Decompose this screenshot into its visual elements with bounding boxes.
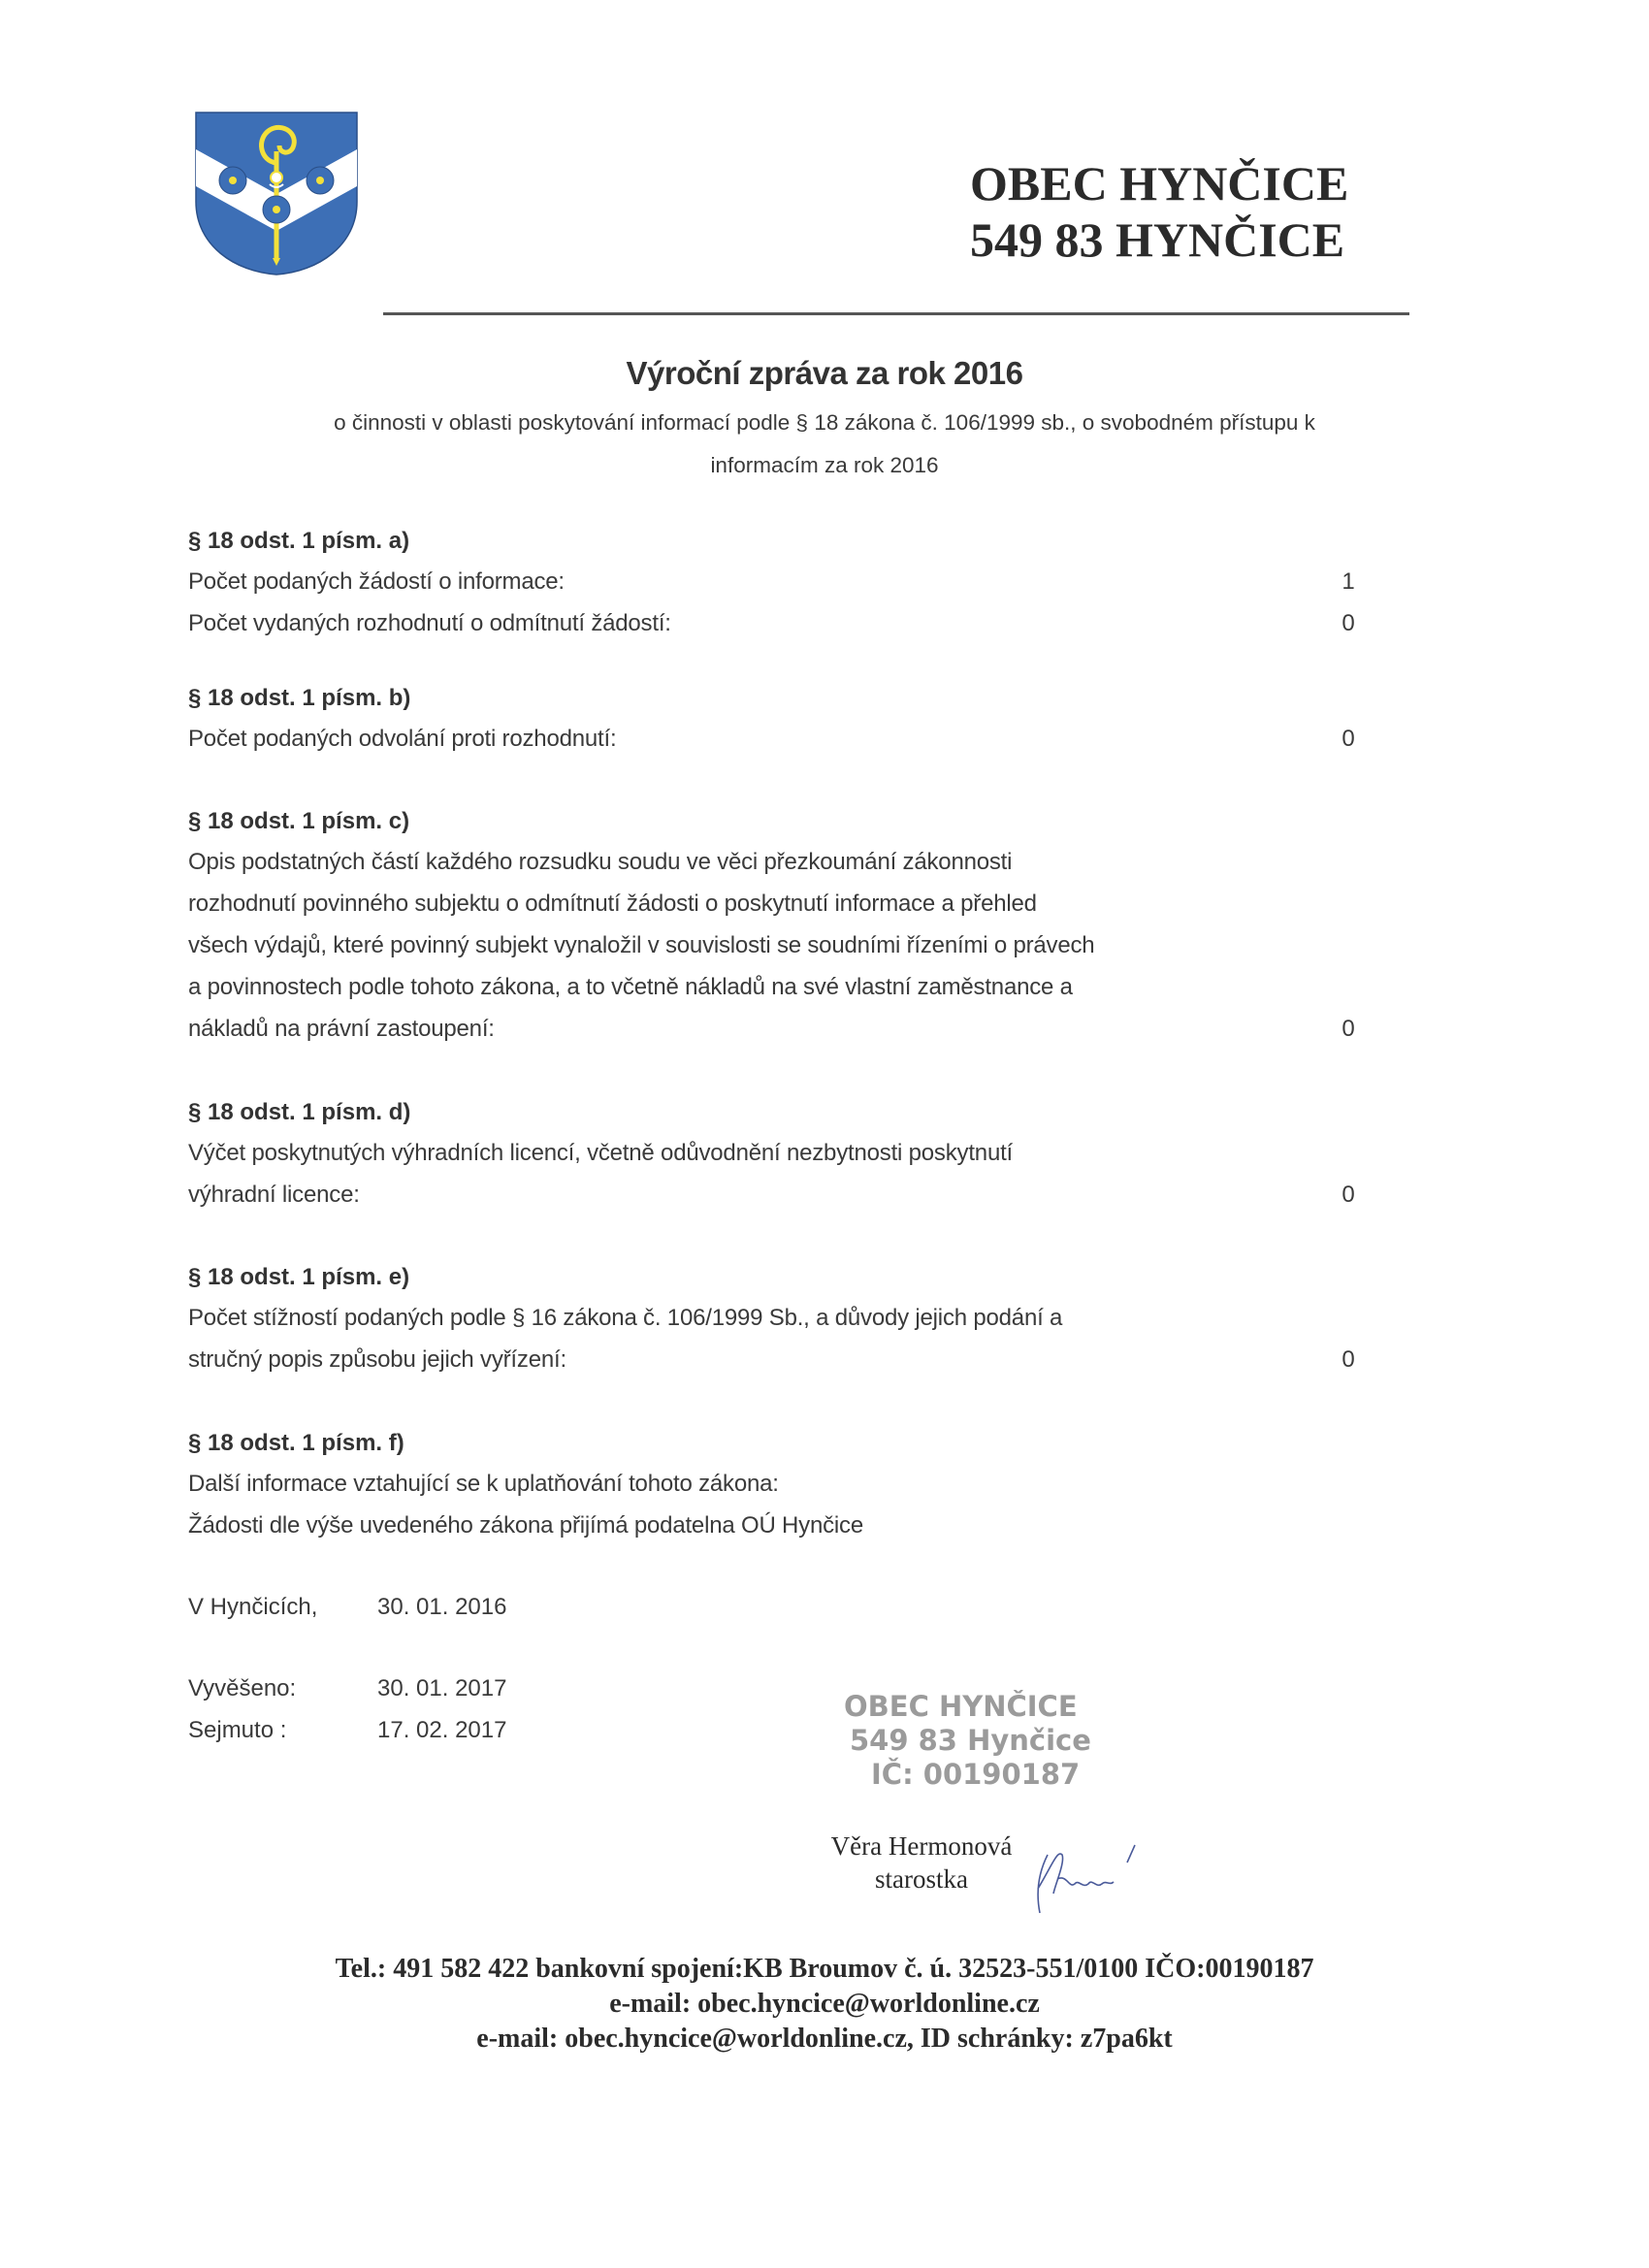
signer-block — [795, 1830, 1048, 1895]
section-c-line: všech výdajů, které povinný subjekt vynaložil v souvislosti se soudními řízeními o právech — [188, 932, 1095, 958]
flower-center-icon — [263, 196, 290, 223]
flower-left-icon — [219, 167, 246, 194]
section-heading-d: § 18 odst. 1 písm. d) — [188, 1099, 411, 1125]
report-title: Výroční zpráva za rok 2016 — [626, 355, 1023, 391]
section-b-line: Počet podaných odvolání proti rozhodnutí: — [188, 726, 617, 752]
footer-line: Tel.: 491 582 422 bankovní spojení:KB Broumov č. ú. 32523-551/0100 IČO:00190187 — [335, 1954, 1314, 1984]
posted-label: Vyvěšeno: — [188, 1675, 297, 1701]
section-c-line: nákladů na právní zastoupení: — [188, 1016, 495, 1042]
footer-email: e-mail: obec.hyncice@worldonline.cz — [609, 1989, 1040, 2019]
section-c-line: a povinnostech podle tohoto zákona, a to včetně nákladů na své vlastní zaměstnance a — [188, 974, 1073, 1000]
contact-footer — [146, 1952, 1504, 2057]
section-c-line: rozhodnutí povinného subjektu o odmítnutí žádosti o poskytnutí informace a přehled — [188, 891, 1037, 917]
subtitle-line: informacím za rok 2016 — [710, 453, 939, 477]
section-f-line: Další informace vztahující se k uplatňování tohoto zákona: — [188, 1471, 779, 1497]
posted-date: 30. 01. 2017 — [377, 1675, 507, 1701]
section-e-line: Počet stížností podaných podle § 16 zákona č. 106/1999 Sb., a důvody jejich podání a — [188, 1305, 1063, 1331]
section-heading-f: § 18 odst. 1 písm. f) — [188, 1430, 404, 1456]
org-address: 549 83 HYNČICE — [970, 212, 1345, 267]
handwritten-signature-icon — [1018, 1835, 1164, 1923]
flower-right-icon — [307, 167, 334, 194]
section-d-line: Výčet poskytnutých výhradních licencí, včetně odůvodnění nezbytnosti poskytnutí — [188, 1140, 1014, 1166]
section-e-line: stručný popis způsobu jejich vyřízení: — [188, 1346, 566, 1373]
crosier-knob — [271, 172, 282, 183]
section-a-line: Počet vydaných rozhodnutí o odmítnutí žádostí: — [188, 610, 671, 636]
section-heading-a: § 18 odst. 1 písm. a) — [188, 528, 410, 554]
section-c-value: 0 — [1342, 1016, 1355, 1042]
section-d-value: 0 — [1342, 1182, 1355, 1208]
section-heading-e: § 18 odst. 1 písm. e) — [188, 1264, 410, 1290]
section-a-line: Počet podaných žádostí o informace: — [188, 568, 565, 595]
footer-email-databox: e-mail: obec.hyncice@worldonline.cz, ID schránky: z7pa6kt — [476, 2024, 1173, 2054]
coat-of-arms-icon — [192, 105, 361, 277]
organization-header — [970, 155, 1436, 268]
official-stamp — [844, 1690, 1164, 1792]
section-f-line: Žádosti dle výše uvedeného zákona přijímá podatelna OÚ Hynčice — [188, 1512, 863, 1539]
place-date: 30. 01. 2016 — [377, 1594, 507, 1620]
removed-label: Sejmuto : — [188, 1717, 287, 1743]
section-heading-b: § 18 odst. 1 písm. b) — [188, 685, 411, 711]
place-label: V Hynčicích, — [188, 1594, 318, 1620]
section-heading-c: § 18 odst. 1 písm. c) — [188, 808, 410, 834]
report-subtitle — [194, 402, 1455, 487]
subtitle-line: o činnosti v oblasti poskytování informací podle § 18 zákona č. 106/1999 sb., o svobodném přístupu k — [334, 410, 1315, 435]
stamp-line: IČ: 00190187 — [871, 1758, 1081, 1791]
signer-role: starostka — [875, 1864, 968, 1894]
stamp-line: OBEC HYNČICE — [844, 1690, 1078, 1723]
header-divider — [383, 312, 1409, 315]
section-e-value: 0 — [1342, 1346, 1355, 1373]
signer-name: Věra Hermonová — [830, 1831, 1013, 1861]
section-a-value: 0 — [1342, 610, 1355, 636]
section-d-line: výhradní licence: — [188, 1182, 360, 1208]
section-b-value: 0 — [1342, 726, 1355, 752]
section-c-line: Opis podstatných částí každého rozsudku soudu ve věci přezkoumání zákonnosti — [188, 849, 1013, 875]
removed-date: 17. 02. 2017 — [377, 1717, 507, 1743]
org-name: OBEC HYNČICE — [970, 156, 1349, 211]
section-a-value: 1 — [1342, 568, 1355, 595]
stamp-line: 549 83 Hynčice — [850, 1724, 1091, 1757]
